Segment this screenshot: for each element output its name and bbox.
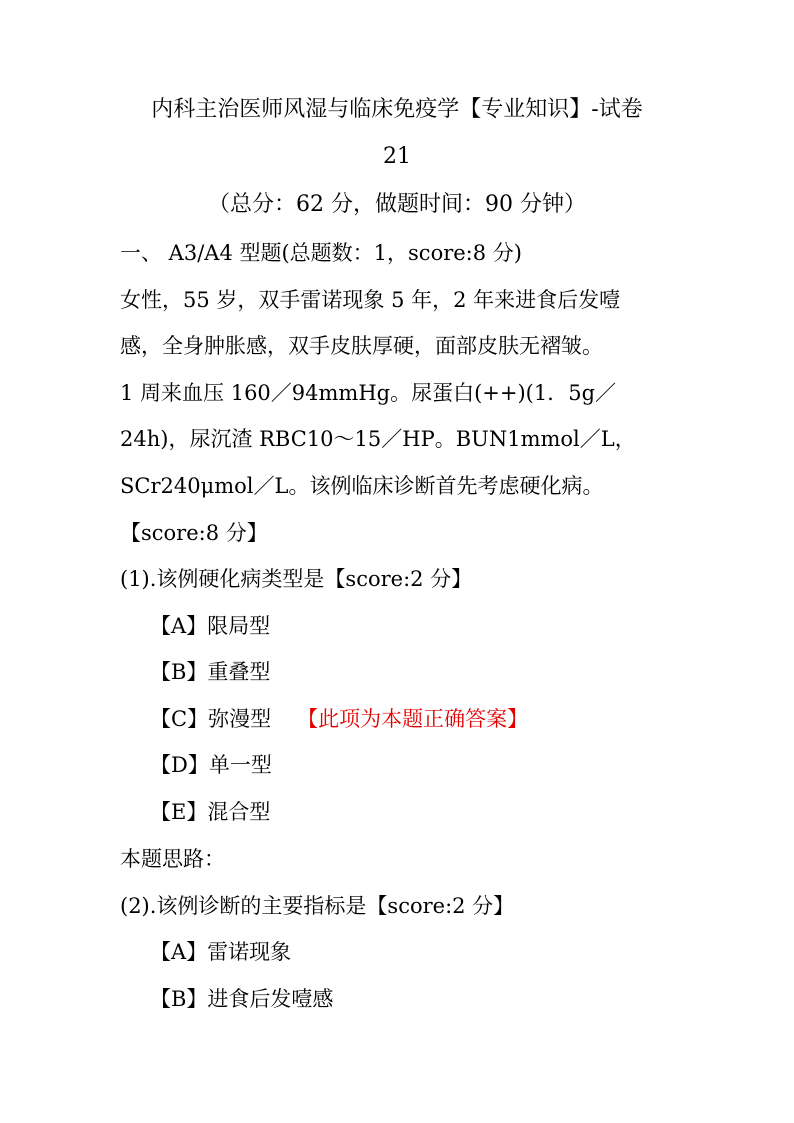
q2-option-a: 【A】雷诺现象 (150, 940, 292, 964)
q1-option-d: 【D】单一型 (150, 753, 272, 777)
doc-subtitle: （总分：62 分，做题时间：90 分钟） (208, 192, 586, 217)
correct-answer-mark: 【此项为本题正确答案】 (297, 707, 529, 731)
case-line: 感，全身肿胀感，双手皮肤厚硬，面部皮肤无褶皱。 (120, 334, 603, 358)
doc-title-line1: 内科主治医师风湿与临床免疫学【专业知识】-试卷 (151, 97, 643, 122)
q1-explanation-label: 本题思路： (120, 847, 225, 871)
case-line: 1 周来血压 160／94mmHg。尿蛋白(++)(1．5g／ (120, 381, 617, 405)
question-2-stem: (2).该例诊断的主要指标是【score:2 分】 (120, 894, 515, 918)
q1-option-c-label: 【C】弥漫型 (150, 707, 272, 731)
question-1-stem: (1).该例硬化病类型是【score:2 分】 (120, 567, 473, 591)
case-line: 24h)，尿沉渣 RBC10～15／HP。BUN1mmol／L， (120, 427, 636, 451)
q1-option-e: 【E】混合型 (150, 800, 271, 824)
case-line: 女性，55 岁，双手雷诺现象 5 年，2 年来进食后发噎 (120, 288, 621, 312)
section-heading: 一、 A3/A4 型题(总题数：1，score:8 分) (120, 241, 522, 265)
case-line: SCr240μmol／L。该例临床诊断首先考虑硬化病。 (120, 474, 604, 498)
q2-option-b: 【B】进食后发噎感 (150, 987, 334, 1011)
case-score: 【score:8 分】 (120, 521, 268, 545)
doc-title-line2: 21 (383, 144, 411, 169)
q1-option-c (150, 704, 528, 734)
q1-option-a: 【A】限局型 (150, 614, 271, 638)
q1-option-b: 【B】重叠型 (150, 660, 271, 684)
